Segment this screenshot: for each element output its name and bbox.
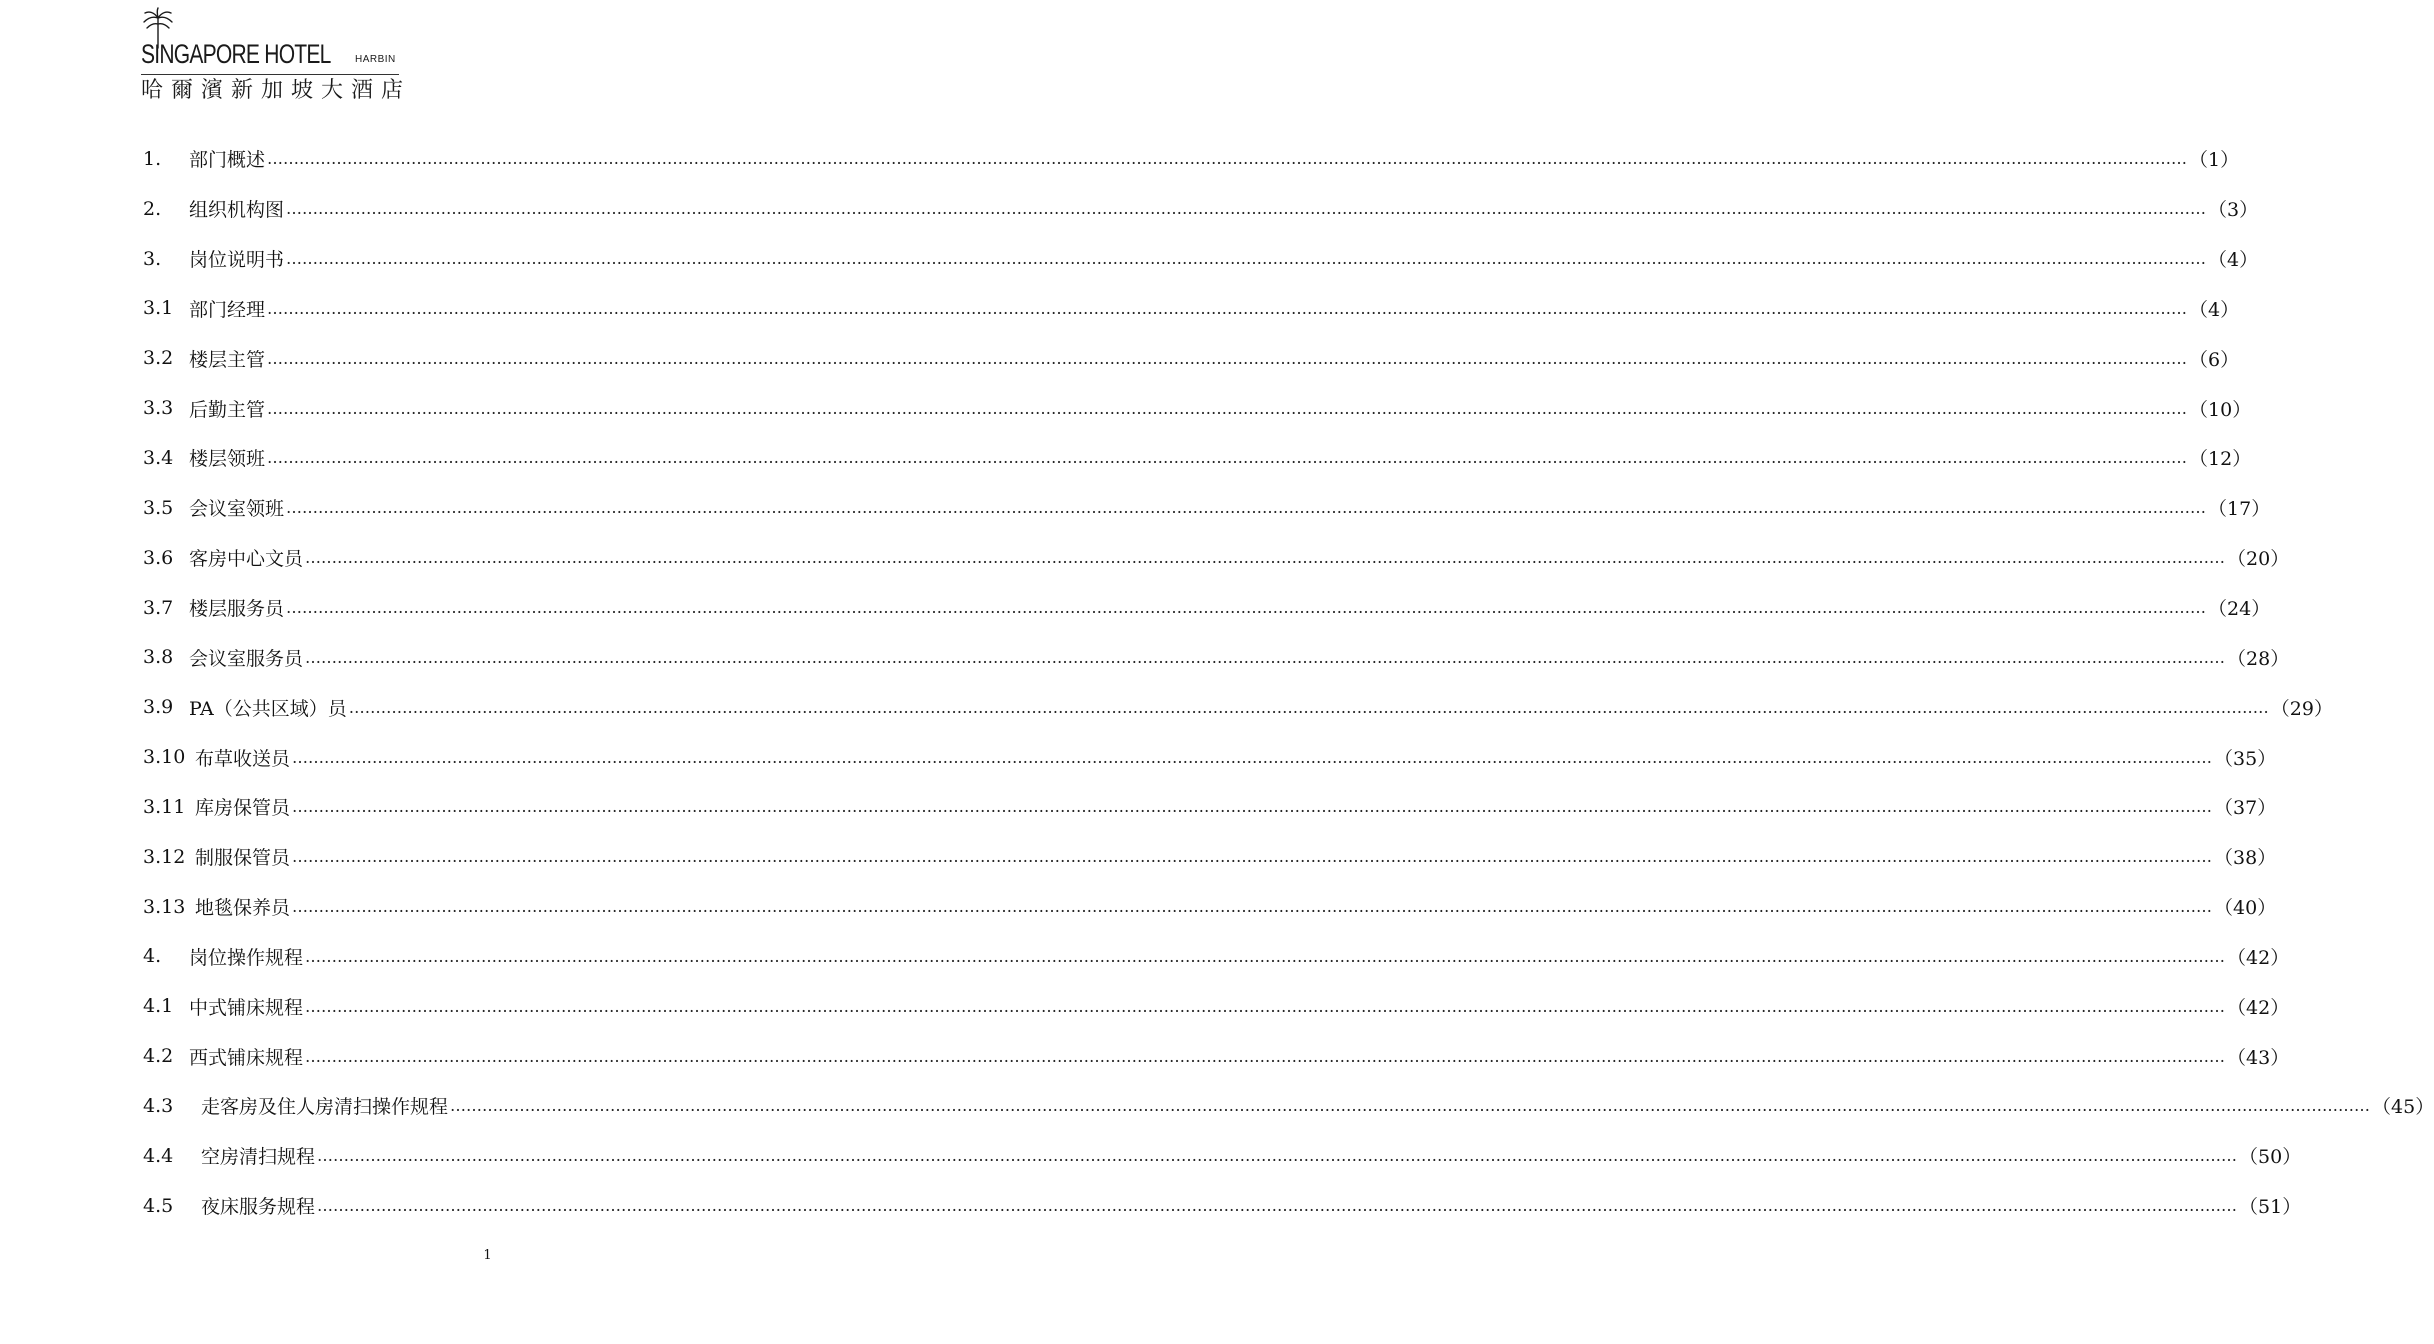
toc-entry-page: （17）	[2208, 498, 2271, 521]
toc-entry[interactable]	[143, 533, 2290, 583]
toc-entry-title: 后勤主管	[189, 398, 266, 421]
toc-leader-dots: ………………………………………………………………………………………………………………………………………………………………………………………………………………………………………………………………………………………………………………………………	[267, 149, 2188, 169]
toc-entry-page: （24）	[2208, 598, 2271, 621]
toc-entry-number: 3.12	[143, 845, 186, 868]
toc-entry-page: （3）	[2208, 199, 2259, 222]
toc-entry-number: 3.2	[143, 347, 174, 370]
toc-entry-number: 4.2	[143, 1045, 174, 1068]
toc-leader-dots: ………………………………………………………………………………………………………………………………………………………………………………………………………………………………………………………………………………………………………………………………	[286, 498, 2207, 518]
toc-entry-number: 4.1	[143, 995, 174, 1018]
toc-entry-page: （10）	[2189, 398, 2252, 421]
toc-entry-page: （35）	[2214, 747, 2277, 770]
toc-entry[interactable]	[143, 1131, 2302, 1181]
table-of-contents	[143, 134, 2434, 1231]
toc-entry-title: 楼层主管	[189, 348, 266, 371]
toc-entry-number: 3.10	[143, 746, 186, 769]
toc-leader-dots: ………………………………………………………………………………………………………………………………………………………………………………………………………………………………………………………………………………………………………………………………	[317, 1196, 2238, 1216]
toc-leader-dots: ………………………………………………………………………………………………………………………………………………………………………………………………………………………………………………………………………………………………………………………………	[267, 448, 2188, 468]
toc-entry-title: 中式铺床规程	[189, 996, 304, 1019]
toc-leader-dots: ………………………………………………………………………………………………………………………………………………………………………………………………………………………………………………………………………………………………………………………………	[305, 996, 2226, 1016]
toc-entry-title: 组织机构图	[189, 199, 285, 222]
toc-entry[interactable]	[143, 284, 2240, 334]
logo-english-name: SINGAPORE HOTEL	[141, 39, 331, 69]
toc-entry-title: 楼层领班	[189, 448, 266, 471]
toc-entry-title: 会议室服务员	[189, 647, 304, 670]
toc-entry-number: 3.11	[143, 795, 186, 818]
toc-entry-title: 制服保管员	[195, 847, 291, 870]
toc-entry-page: （42）	[2227, 996, 2290, 1019]
toc-entry-title: 西式铺床规程	[189, 1046, 304, 1069]
toc-entry-page: （50）	[2239, 1146, 2302, 1169]
toc-entry[interactable]	[143, 981, 2290, 1031]
toc-entry-title: 空房清扫规程	[201, 1146, 316, 1169]
toc-leader-dots: ………………………………………………………………………………………………………………………………………………………………………………………………………………………………………………………………………………………………………………………………	[292, 897, 2213, 917]
toc-entry-number: 4.	[143, 945, 162, 968]
toc-entry-page: （45）	[2372, 1096, 2434, 1119]
toc-leader-dots: ………………………………………………………………………………………………………………………………………………………………………………………………………………………………………………………………………………………………………………………………	[305, 647, 2226, 667]
toc-entry-page: （6）	[2189, 348, 2240, 371]
logo-chinese-name: 哈爾濱新加坡大酒店	[141, 78, 412, 103]
toc-entry-number: 4.4	[143, 1144, 174, 1167]
toc-entry[interactable]	[143, 1031, 2290, 1081]
toc-entry-page: （20）	[2227, 548, 2290, 571]
toc-entry-page: （4）	[2208, 249, 2259, 272]
toc-entry-page: （40）	[2214, 897, 2277, 920]
toc-entry-number: 3.3	[143, 397, 174, 420]
toc-entry[interactable]	[143, 134, 2240, 184]
toc-leader-dots: ………………………………………………………………………………………………………………………………………………………………………………………………………………………………………………………………………………………………………………………………	[267, 298, 2188, 318]
toc-entry-number: 3.1	[143, 297, 174, 320]
toc-entry-page: （42）	[2227, 946, 2290, 969]
toc-entry-title: 库房保管员	[195, 797, 291, 820]
toc-entry-number: 2.	[143, 197, 162, 220]
toc-entry-title: 岗位说明书	[189, 249, 285, 272]
toc-leader-dots: ………………………………………………………………………………………………………………………………………………………………………………………………………………………………………………………………………………………………………………………………	[305, 548, 2226, 568]
toc-entry-page: （28）	[2227, 647, 2290, 670]
toc-entry-page: （4）	[2189, 298, 2240, 321]
toc-entry-number: 3.5	[143, 496, 174, 519]
toc-entry-title: 地毯保养员	[195, 897, 291, 920]
toc-entry[interactable]	[143, 832, 2277, 882]
toc-leader-dots: ………………………………………………………………………………………………………………………………………………………………………………………………………………………………………………………………………………………………………………………………	[292, 747, 2213, 767]
logo-divider	[141, 74, 399, 75]
toc-leader-dots: ………………………………………………………………………………………………………………………………………………………………………………………………………………………………………………………………………………………………………………………………	[292, 847, 2213, 867]
hotel-logo	[141, 8, 411, 104]
toc-entry-page: （29）	[2270, 697, 2333, 720]
toc-entry-title: 部门概述	[189, 149, 266, 172]
toc-entry[interactable]	[143, 632, 2290, 682]
toc-entry-number: 4.5	[143, 1194, 174, 1217]
toc-leader-dots: ………………………………………………………………………………………………………………………………………………………………………………………………………………………………………………………………………………………………………………………………	[450, 1096, 2371, 1116]
toc-leader-dots: ………………………………………………………………………………………………………………………………………………………………………………………………………………………………………………………………………………………………………………………………	[267, 398, 2188, 418]
toc-leader-dots: ………………………………………………………………………………………………………………………………………………………………………………………………………………………………………………………………………………………………………………………………	[305, 946, 2226, 966]
toc-entry-number: 1.	[143, 147, 162, 170]
toc-leader-dots: ………………………………………………………………………………………………………………………………………………………………………………………………………………………………………………………………………………………………………………………………	[292, 797, 2213, 817]
toc-entry[interactable]	[143, 433, 2252, 483]
toc-entry-page: （12）	[2189, 448, 2252, 471]
toc-entry[interactable]	[143, 1181, 2302, 1231]
toc-entry[interactable]	[143, 333, 2240, 383]
toc-entry[interactable]	[143, 882, 2277, 932]
toc-entry-number: 3.4	[143, 446, 174, 469]
toc-entry-number: 3.13	[143, 895, 186, 918]
toc-entry-number: 3.6	[143, 546, 174, 569]
toc-entry-title: 部门经理	[189, 298, 266, 321]
toc-entry-number: 3.	[143, 247, 162, 270]
toc-entry-title: 会议室领班	[189, 498, 285, 521]
logo-city: HARBIN	[355, 54, 396, 65]
toc-entry-title: 布草收送员	[195, 747, 291, 770]
toc-entry-page: （43）	[2227, 1046, 2290, 1069]
toc-entry-page: （38）	[2214, 847, 2277, 870]
toc-leader-dots: ………………………………………………………………………………………………………………………………………………………………………………………………………………………………………………………………………………………………………………………………	[286, 249, 2207, 269]
page-number: 1	[483, 1248, 492, 1263]
toc-entry-number: 3.8	[143, 646, 174, 669]
toc-entry-number: 4.3	[143, 1094, 174, 1117]
toc-leader-dots: ………………………………………………………………………………………………………………………………………………………………………………………………………………………………………………………………………………………………………………………………	[348, 697, 2269, 717]
toc-leader-dots: ………………………………………………………………………………………………………………………………………………………………………………………………………………………………………………………………………………………………………………………………	[267, 348, 2188, 368]
toc-entry-title: 楼层服务员	[189, 598, 285, 621]
toc-entry[interactable]	[143, 483, 2271, 533]
toc-entry-page: （37）	[2214, 797, 2277, 820]
toc-leader-dots: ………………………………………………………………………………………………………………………………………………………………………………………………………………………………………………………………………………………………………………………………	[286, 598, 2207, 618]
toc-entry[interactable]	[143, 234, 2259, 284]
toc-entry-title: 客房中心文员	[189, 548, 304, 571]
toc-entry[interactable]	[143, 583, 2271, 633]
toc-entry-title: 岗位操作规程	[189, 946, 304, 969]
toc-leader-dots: ………………………………………………………………………………………………………………………………………………………………………………………………………………………………………………………………………………………………………………………………	[305, 1046, 2226, 1066]
toc-entry-page: （51）	[2239, 1196, 2302, 1219]
toc-entry-number: 3.9	[143, 696, 174, 719]
toc-leader-dots: ………………………………………………………………………………………………………………………………………………………………………………………………………………………………………………………………………………………………………………………………	[286, 199, 2207, 219]
toc-leader-dots: ………………………………………………………………………………………………………………………………………………………………………………………………………………………………………………………………………………………………………………………………	[317, 1146, 2238, 1166]
toc-entry[interactable]	[143, 732, 2277, 782]
toc-entry[interactable]	[143, 383, 2252, 433]
toc-entry-title: 夜床服务规程	[201, 1196, 316, 1219]
toc-entry-title: PA（公共区域）员	[189, 697, 347, 720]
toc-entry-page: （1）	[2189, 149, 2240, 172]
toc-entry-title: 走客房及住人房清扫操作规程	[201, 1096, 449, 1119]
toc-entry[interactable]	[143, 682, 2333, 732]
toc-entry[interactable]	[143, 932, 2290, 982]
toc-entry-number: 3.7	[143, 596, 174, 619]
toc-entry[interactable]	[143, 782, 2277, 832]
toc-entry[interactable]	[143, 1081, 2434, 1131]
toc-entry[interactable]	[143, 184, 2259, 234]
